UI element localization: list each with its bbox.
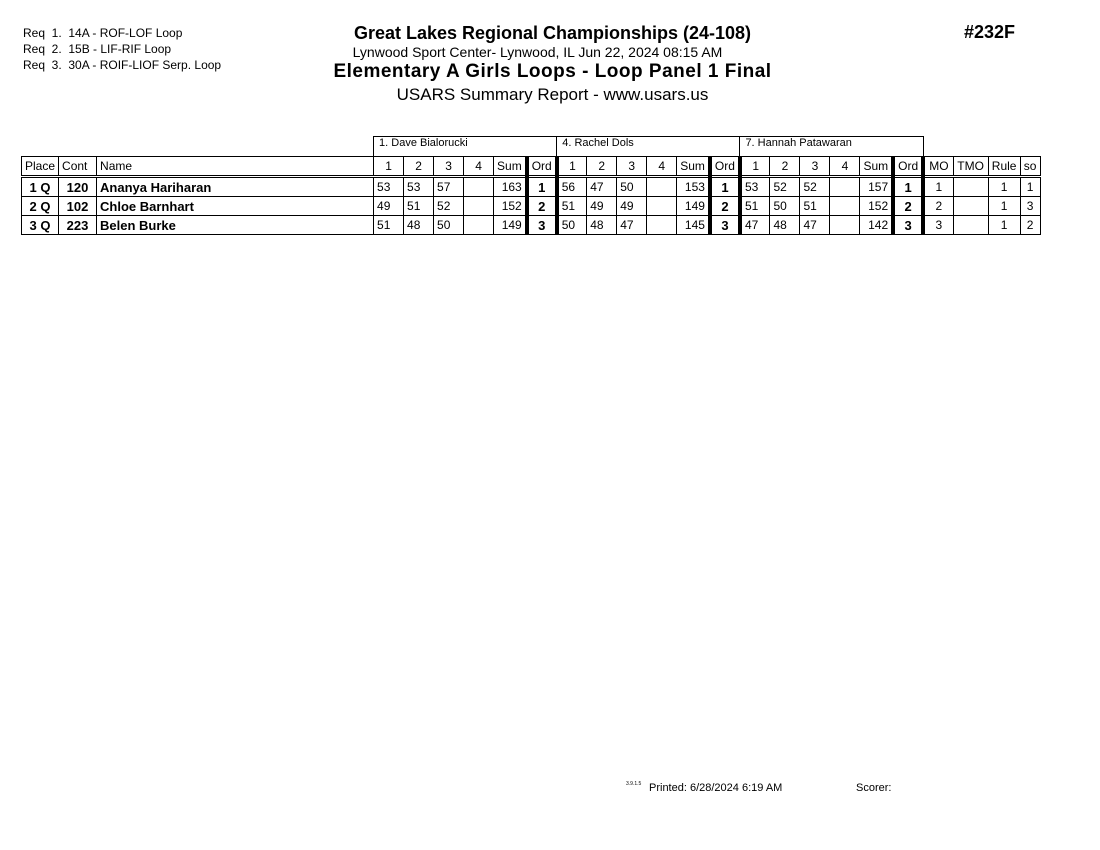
- col-score: 2: [770, 157, 800, 177]
- sum-cell: 142: [860, 216, 893, 235]
- tmo-cell: [953, 177, 988, 197]
- score-cell: [830, 177, 860, 197]
- col-place: Place: [22, 157, 59, 177]
- col-mo: MO: [923, 157, 953, 177]
- judge-header-row: [22, 137, 1041, 157]
- score-cell: 57: [434, 177, 464, 197]
- column-header-row: [22, 157, 1041, 177]
- score-cell: 49: [587, 197, 617, 216]
- rule-cell: 1: [988, 197, 1020, 216]
- score-cell: 47: [617, 216, 647, 235]
- ord-cell: 1: [893, 177, 923, 197]
- score-cell: 49: [617, 197, 647, 216]
- report-subtitle: USARS Summary Report - www.usars.us: [396, 85, 709, 104]
- score-cell: 52: [770, 177, 800, 197]
- requirement-item: Req 3. 30A - ROIF-LIOF Serp. Loop: [23, 58, 222, 72]
- cont-cell: 102: [59, 197, 97, 216]
- results-table: [21, 136, 1041, 235]
- table-row: [22, 177, 1041, 197]
- col-score: 3: [434, 157, 464, 177]
- mo-cell: 1: [923, 177, 953, 197]
- col-ord: Ord: [527, 157, 557, 177]
- judge-name: 4. Rachel Dols: [557, 137, 740, 157]
- event-id: #232F: [964, 22, 1016, 42]
- tmo-cell: [953, 197, 988, 216]
- tmo-cell: [953, 216, 988, 235]
- place-cell: 1 Q: [22, 177, 59, 197]
- sum-cell: 153: [677, 177, 710, 197]
- score-cell: 48: [587, 216, 617, 235]
- score-cell: 47: [587, 177, 617, 197]
- venue-date: Lynwood Sport Center- Lynwood, IL Jun 22, 2024 08:15 AM: [352, 44, 723, 60]
- so-cell: 2: [1020, 216, 1040, 235]
- score-cell: 47: [740, 216, 770, 235]
- cont-cell: 223: [59, 216, 97, 235]
- rule-cell: 1: [988, 177, 1020, 197]
- version-label: 3.9.1.5: [626, 781, 642, 787]
- score-cell: 51: [740, 197, 770, 216]
- score-cell: 50: [557, 216, 587, 235]
- so-cell: 1: [1020, 177, 1040, 197]
- printed-timestamp: Printed: 6/28/2024 6:19 AM: [649, 782, 783, 794]
- ord-cell: 2: [710, 197, 740, 216]
- col-ord: Ord: [893, 157, 923, 177]
- requirement-item: Req 1. 14A - ROF-LOF Loop: [23, 26, 183, 40]
- score-cell: 56: [557, 177, 587, 197]
- score-cell: [830, 216, 860, 235]
- mo-cell: 2: [923, 197, 953, 216]
- name-cell: Belen Burke: [97, 216, 374, 235]
- col-score: 1: [557, 157, 587, 177]
- col-cont: Cont: [59, 157, 97, 177]
- sum-cell: 149: [677, 197, 710, 216]
- score-cell: [464, 216, 494, 235]
- score-cell: 50: [770, 197, 800, 216]
- col-so: so: [1020, 157, 1040, 177]
- score-cell: 52: [434, 197, 464, 216]
- mo-cell: 3: [923, 216, 953, 235]
- competition-title: Great Lakes Regional Championships (24-108): [353, 23, 752, 43]
- score-cell: [464, 197, 494, 216]
- col-sum: Sum: [677, 157, 710, 177]
- score-cell: 48: [404, 216, 434, 235]
- table-row: [22, 197, 1041, 216]
- col-score: 1: [740, 157, 770, 177]
- col-name: Name: [97, 157, 374, 177]
- score-cell: 51: [374, 216, 404, 235]
- scorer-label: Scorer:: [856, 782, 892, 794]
- score-cell: 50: [434, 216, 464, 235]
- sum-cell: 145: [677, 216, 710, 235]
- score-cell: [647, 216, 677, 235]
- sum-cell: 157: [860, 177, 893, 197]
- score-cell: 51: [557, 197, 587, 216]
- requirement-item: Req 2. 15B - LIF-RIF Loop: [23, 42, 172, 56]
- place-cell: 2 Q: [22, 197, 59, 216]
- col-score: 2: [404, 157, 434, 177]
- ord-cell: 3: [893, 216, 923, 235]
- judge-name: 7. Hannah Patawaran: [740, 137, 923, 157]
- score-cell: [647, 197, 677, 216]
- col-score: 4: [830, 157, 860, 177]
- cont-cell: 120: [59, 177, 97, 197]
- sum-cell: 149: [494, 216, 527, 235]
- judge-name: 1. Dave Bialorucki: [374, 137, 557, 157]
- col-ord: Ord: [710, 157, 740, 177]
- score-cell: [647, 177, 677, 197]
- score-cell: [464, 177, 494, 197]
- score-cell: 53: [740, 177, 770, 197]
- ord-cell: 2: [893, 197, 923, 216]
- ord-cell: 1: [527, 177, 557, 197]
- ord-cell: 1: [710, 177, 740, 197]
- score-cell: 47: [800, 216, 830, 235]
- table-row: [22, 216, 1041, 235]
- col-sum: Sum: [494, 157, 527, 177]
- col-rule: Rule: [988, 157, 1020, 177]
- place-cell: 3 Q: [22, 216, 59, 235]
- report-header: [300, 22, 805, 106]
- so-cell: 3: [1020, 197, 1040, 216]
- name-cell: Chloe Barnhart: [97, 197, 374, 216]
- sum-cell: 163: [494, 177, 527, 197]
- rule-cell: 1: [988, 216, 1020, 235]
- col-score: 2: [587, 157, 617, 177]
- col-score: 4: [464, 157, 494, 177]
- col-tmo: TMO: [953, 157, 988, 177]
- score-cell: 53: [404, 177, 434, 197]
- sum-cell: 152: [860, 197, 893, 216]
- score-cell: 53: [374, 177, 404, 197]
- col-score: 4: [647, 157, 677, 177]
- score-cell: 50: [617, 177, 647, 197]
- ord-cell: 3: [527, 216, 557, 235]
- ord-cell: 2: [527, 197, 557, 216]
- score-cell: 52: [800, 177, 830, 197]
- col-score: 3: [617, 157, 647, 177]
- score-cell: 48: [770, 216, 800, 235]
- event-title: Elementary A Girls Loops - Loop Panel 1 Final: [333, 61, 772, 82]
- requirements-list: [23, 25, 221, 73]
- sum-cell: 152: [494, 197, 527, 216]
- name-cell: Ananya Hariharan: [97, 177, 374, 197]
- score-cell: 51: [800, 197, 830, 216]
- ord-cell: 3: [710, 216, 740, 235]
- score-cell: [830, 197, 860, 216]
- col-sum: Sum: [860, 157, 893, 177]
- col-score: 1: [374, 157, 404, 177]
- score-cell: 51: [404, 197, 434, 216]
- score-cell: 49: [374, 197, 404, 216]
- col-score: 3: [800, 157, 830, 177]
